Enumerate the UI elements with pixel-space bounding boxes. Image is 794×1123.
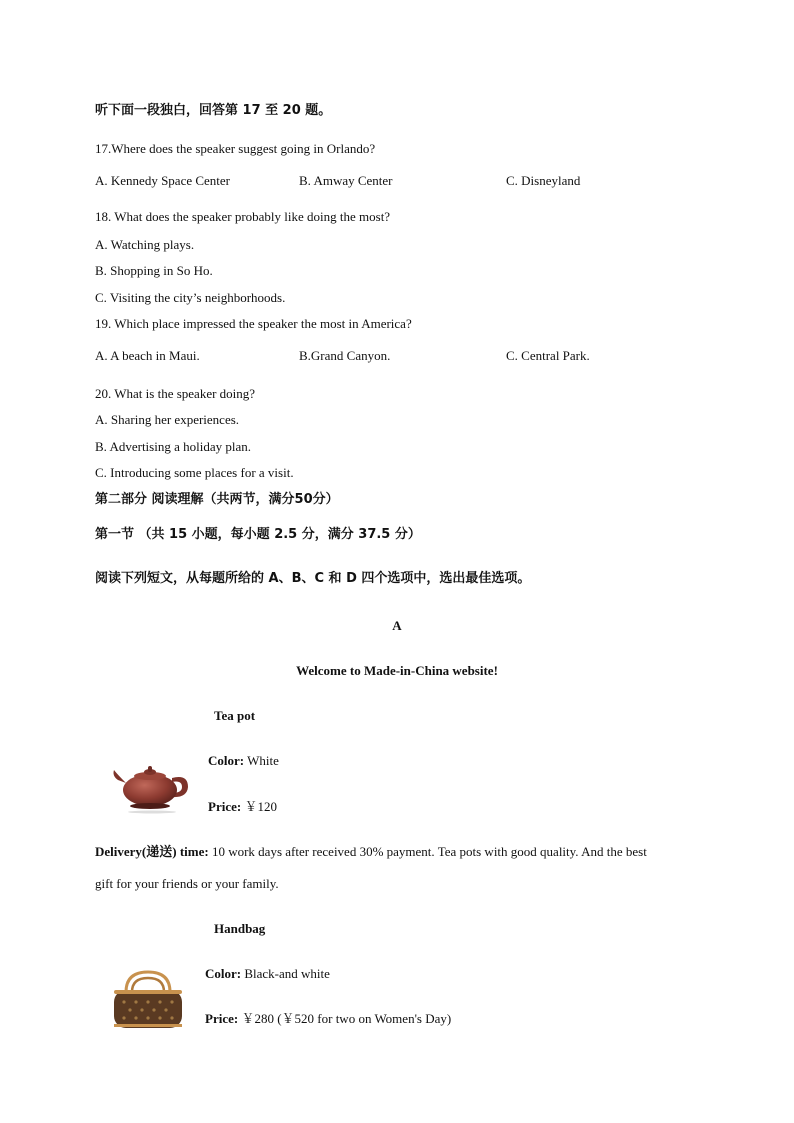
teapot-delivery-label: Delivery(递送) time: xyxy=(95,844,209,859)
teapot-delivery xyxy=(95,844,647,860)
handbag-price-value: ￥280 (￥520 for two on Women's Day) xyxy=(238,1011,452,1026)
question-18-option-b: B. Shopping in So Ho. xyxy=(95,263,213,278)
handbag-color xyxy=(205,966,330,982)
teapot-color-value: White xyxy=(244,753,279,768)
question-17-option-a: A. Kennedy Space Center xyxy=(95,173,231,188)
question-18-option-a: A. Watching plays. xyxy=(95,237,195,252)
question-17-option-c: C. Disneyland xyxy=(506,173,581,188)
question-20-option-b: B. Advertising a holiday plan. xyxy=(95,439,251,454)
passage-letter: A xyxy=(392,618,402,633)
question-17-stem: 17.Where does the speaker suggest going in Orlando? xyxy=(95,141,376,156)
question-19-stem: 19. Which place impressed the speaker the most in America? xyxy=(95,316,412,331)
question-20-stem: 20. What is the speaker doing? xyxy=(95,386,256,401)
handbag-color-label: Color: xyxy=(205,966,242,981)
teapot-price-label: Price: xyxy=(208,799,242,814)
question-17-option-b: B. Amway Center xyxy=(299,173,393,188)
passage-title: Welcome to Made-in-China website! xyxy=(296,663,498,678)
question-18-stem: 18. What does the speaker probably like doing the most? xyxy=(95,209,391,224)
handbag-price-label: Price: xyxy=(205,1011,239,1026)
question-19-option-b: B.Grand Canyon. xyxy=(299,348,391,363)
teapot-color xyxy=(208,753,279,769)
question-19-option-c: C. Central Park. xyxy=(506,348,590,363)
listening-instruction: 听下面一段独白，回答第 17 至 20 题。 xyxy=(95,103,332,118)
handbag-price xyxy=(205,1011,451,1027)
part2-heading: 第二部分 阅读理解（共两节，满分50分） xyxy=(95,492,339,507)
teapot-delivery-continued: gift for your friends or your family. xyxy=(95,876,279,891)
product-name-teapot: Tea pot xyxy=(214,708,256,723)
question-19-option-a: A. A beach in Maui. xyxy=(95,348,200,363)
teapot-image xyxy=(110,756,196,814)
section1-heading: 第一节 （共 15 小题，每小题 2.5 分，满分 37.5 分） xyxy=(95,527,421,542)
question-20-option-c: C. Introducing some places for a visit. xyxy=(95,465,294,480)
handbag-image xyxy=(110,968,186,1032)
teapot-color-label: Color: xyxy=(208,753,245,768)
teapot-price-value: ￥120 xyxy=(241,799,277,814)
reading-instruction: 阅读下列短文，从每题所给的 A、B、C 和 D 四个选项中，选出最佳选项。 xyxy=(95,571,531,586)
question-18-option-c: C. Visiting the city’s neighborhoods. xyxy=(95,290,286,305)
teapot-delivery-text: 10 work days after received 30% payment. Tea pots with good quality. And the best xyxy=(208,844,647,859)
teapot-price xyxy=(208,799,277,815)
handbag-color-value: Black-and white xyxy=(241,966,330,981)
question-20-option-a: A. Sharing her experiences. xyxy=(95,412,240,427)
product-name-handbag: Handbag xyxy=(214,921,266,936)
